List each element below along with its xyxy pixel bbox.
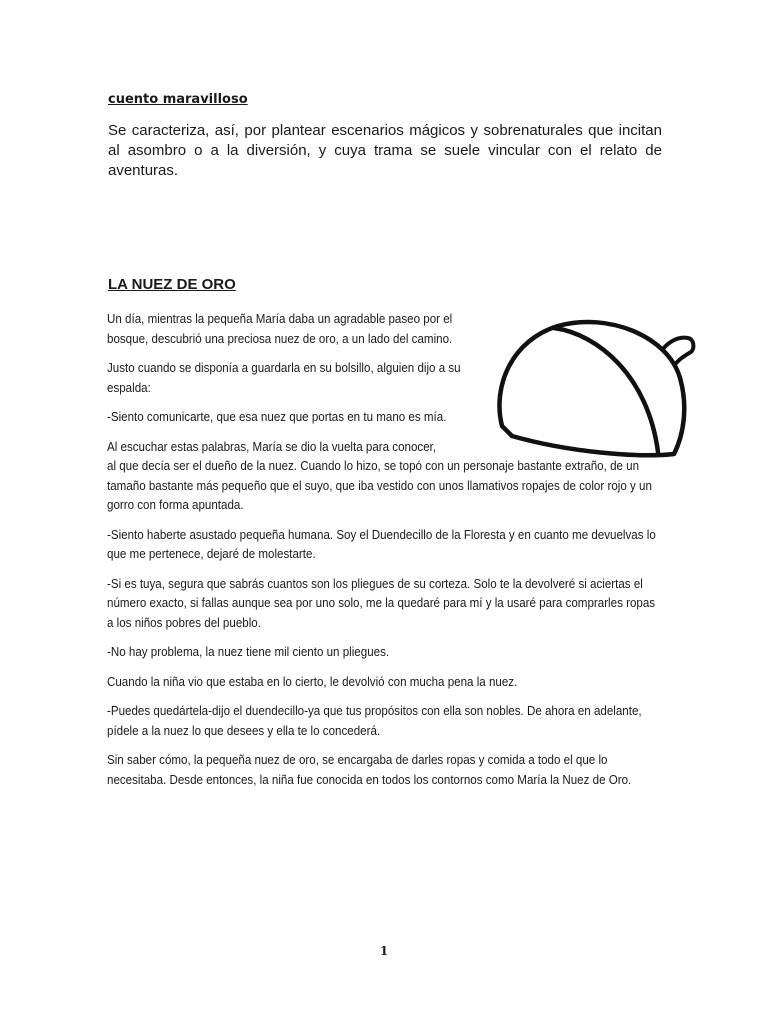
story-paragraph: Justo cuando se disponía a guardarla en su bolsillo, alguien dijo a su espalda: — [107, 361, 461, 395]
story-paragraph: -No hay problema, la nuez tiene mil ciento un pliegues. — [107, 645, 390, 659]
story-paragraph: -Puedes quedártela-dijo el duendecillo-ya que tus propósitos con ella son nobles. De ahora en adelante, pídele a la nuez lo que desees y ella te lo concederá. — [107, 704, 642, 738]
story-paragraph: -Siento comunicarte, que esa nuez que portas en tu mano es mía. — [107, 410, 447, 424]
story-paragraph: Al escuchar estas palabras, María se dio la vuelta para conocer, — [107, 439, 437, 454]
story-paragraph: Sin saber cómo, la pequeña nuez de oro, se encargaba de darles ropas y comida a todo el que lo necesitaba. Desde entonces, la niña fue conocida en todos los contornos como María la Nuez de Oro. — [107, 753, 632, 787]
page-number: 1 — [379, 944, 389, 958]
intro-paragraph: Se caracteriza, así, por plantear escenarios mágicos y sobrenaturales que incitan al asombro o a la diversión, y cuya trama se suele vincular con el relato de aventuras. — [108, 122, 662, 179]
acorn-outline-icon — [488, 306, 708, 466]
story-paragraph: Un día, mientras la pequeña María daba un agradable paseo por el bosque, descubrió una preciosa nuez de oro, a un lado del camino. — [107, 312, 453, 346]
story-paragraph: al que decía ser el dueño de la nuez. Cuando lo hizo, se topó con un personaje bastante extraño, de un tamaño bastante más pequeño que el suyo, que iba vestido con unos llamativos ropajes de color rojo y un gorro con forma apuntada. — [107, 459, 652, 512]
story-paragraph: Cuando la niña vio que estaba en lo cierto, le devolvió con mucha pena la nuez. — [107, 674, 518, 689]
story-paragraph: -Siento haberte asustado pequeña humana. Soy el Duendecillo de la Floresta y en cuanto me devuelvas lo que me pertenece, dejaré de molestarte. — [107, 527, 656, 561]
story-paragraph: -Si es tuya, segura que sabrás cuantos son los pliegues de su corteza. Solo te la devolveré si aciertas el número exacto, si fallas aunque sea por uno solo, me la quedaré para mí y la usaré para comprarles ropas a los niños pobres del pueblo. — [107, 576, 656, 630]
story-title: LA NUEZ DE ORO — [108, 276, 236, 293]
section-heading: cuento maravilloso — [108, 92, 248, 107]
